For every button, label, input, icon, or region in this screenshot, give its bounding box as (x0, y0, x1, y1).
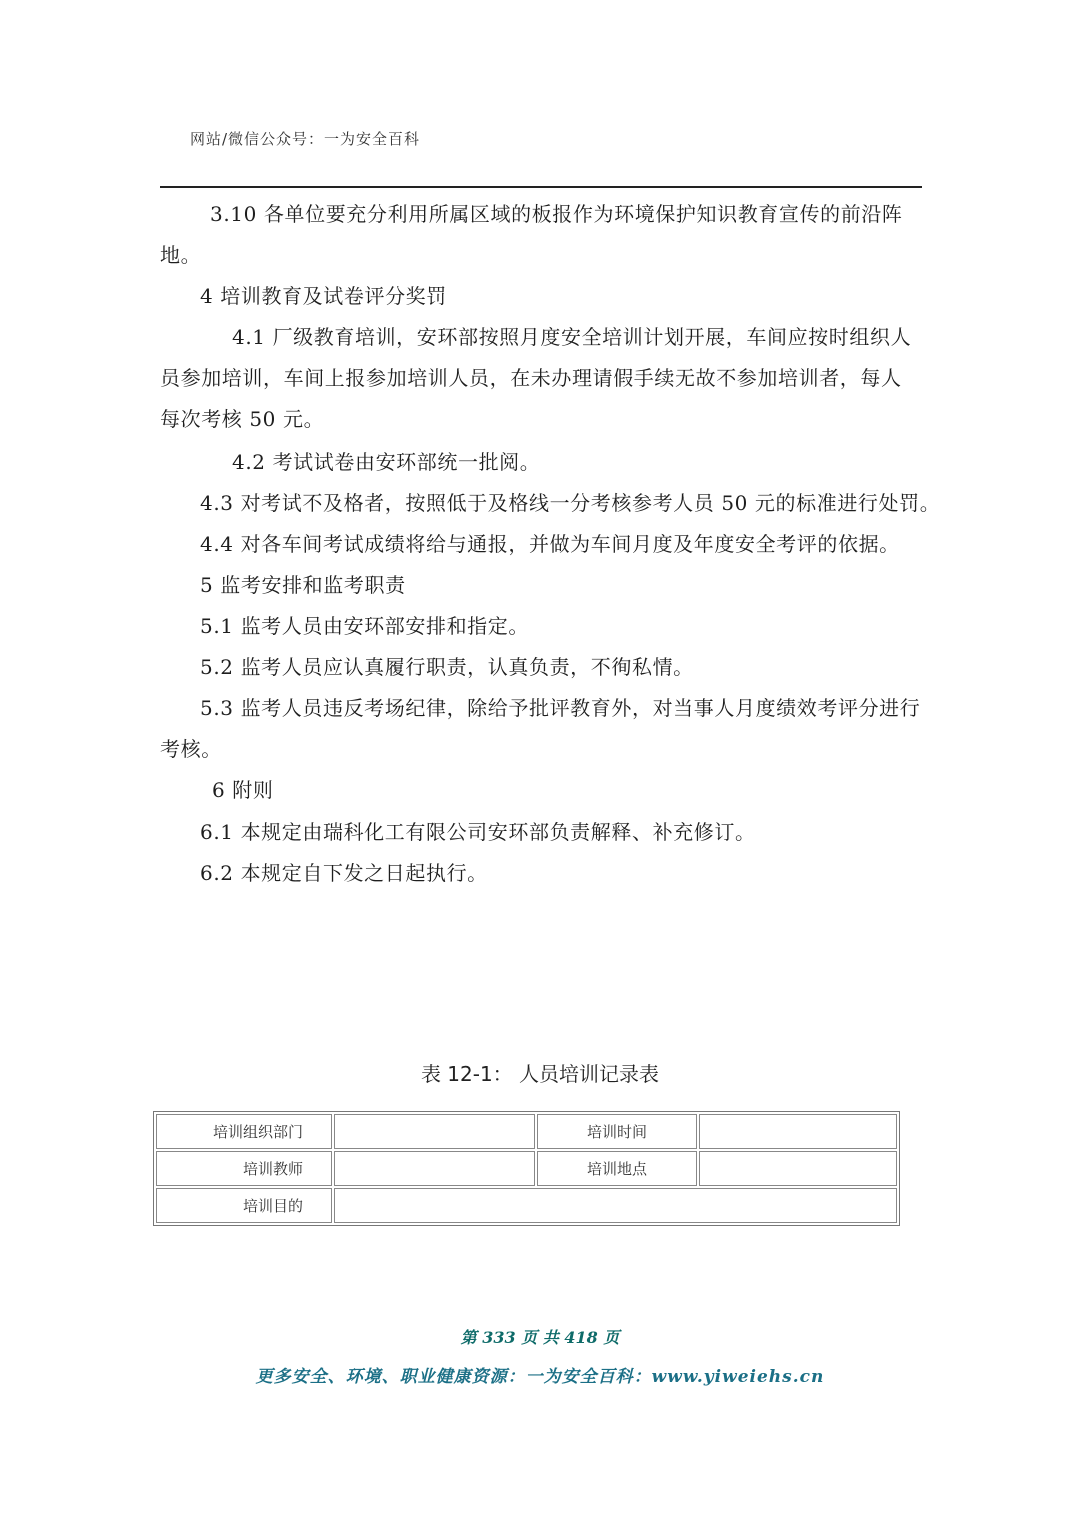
body-line: 地。 (160, 243, 202, 267)
time-value (699, 1114, 897, 1149)
org-dept-value (334, 1114, 535, 1149)
body-line: 5.3 监考人员违反考场纪律，除给予批评教育外，对当事人月度绩效考评分进行 (200, 696, 921, 720)
body-line: 5.1 监考人员由安环部安排和指定。 (200, 614, 529, 638)
body-line: 3.10 各单位要充分利用所属区域的板报作为环境保护知识教育宣传的前沿阵 (210, 202, 903, 226)
location-value (699, 1151, 897, 1186)
body-line: 考核。 (160, 737, 222, 761)
body-line: 4.2 考试试卷由安环部统一批阅。 (232, 450, 541, 474)
body-line: 5.2 监考人员应认真履行职责，认真负责，不徇私情。 (200, 655, 694, 679)
time-label: 培训时间 (537, 1114, 697, 1149)
org-dept-label: 培训组织部门 (156, 1114, 332, 1149)
purpose-label: 培训目的 (156, 1188, 332, 1223)
table-caption: 表 12-1： 人员培训记录表 (420, 1062, 660, 1086)
header-text: 网站/微信公众号：一为安全百科 (190, 130, 421, 148)
body-line: 6.1 本规定由瑞科化工有限公司安环部负责解释、补充修订。 (200, 820, 756, 844)
teacher-value (334, 1151, 535, 1186)
body-line: 4.3 对考试不及格者，按照低于及格线一分考核参考人员 50 元的标准进行处罚。 (200, 491, 941, 515)
section-heading: 6 附则 (212, 778, 274, 802)
body-line: 4.1 厂级教育培训，安环部按照月度安全培训计划开展，车间应按时组织人 (232, 325, 912, 349)
section-heading: 5 监考安排和监考职责 (200, 573, 406, 597)
teacher-label: 培训教师 (156, 1151, 332, 1186)
footer-resource-link: 更多安全、环境、职业健康资源：一为安全百科：www.yiweiehs.cn (255, 1367, 825, 1387)
section-heading: 4 培训教育及试卷评分奖罚 (200, 284, 447, 308)
purpose-value (334, 1188, 897, 1223)
location-label: 培训地点 (537, 1151, 697, 1186)
body-line: 每次考核 50 元。 (160, 407, 325, 431)
table-row (156, 1188, 897, 1223)
body-line: 6.2 本规定自下发之日起执行。 (200, 861, 488, 885)
body-line: 员参加培训，车间上报参加培训人员，在未办理请假手续无故不参加培训者，每人 (160, 366, 902, 390)
body-line: 4.4 对各车间考试成绩将给与通报，并做为车间月度及年度安全考评的依据。 (200, 532, 900, 556)
training-record-table (153, 1111, 900, 1226)
page-number: 第 333 页 共 418 页 (460, 1328, 620, 1347)
header-divider (160, 186, 922, 188)
table-row (156, 1114, 897, 1149)
table-row (156, 1151, 897, 1186)
